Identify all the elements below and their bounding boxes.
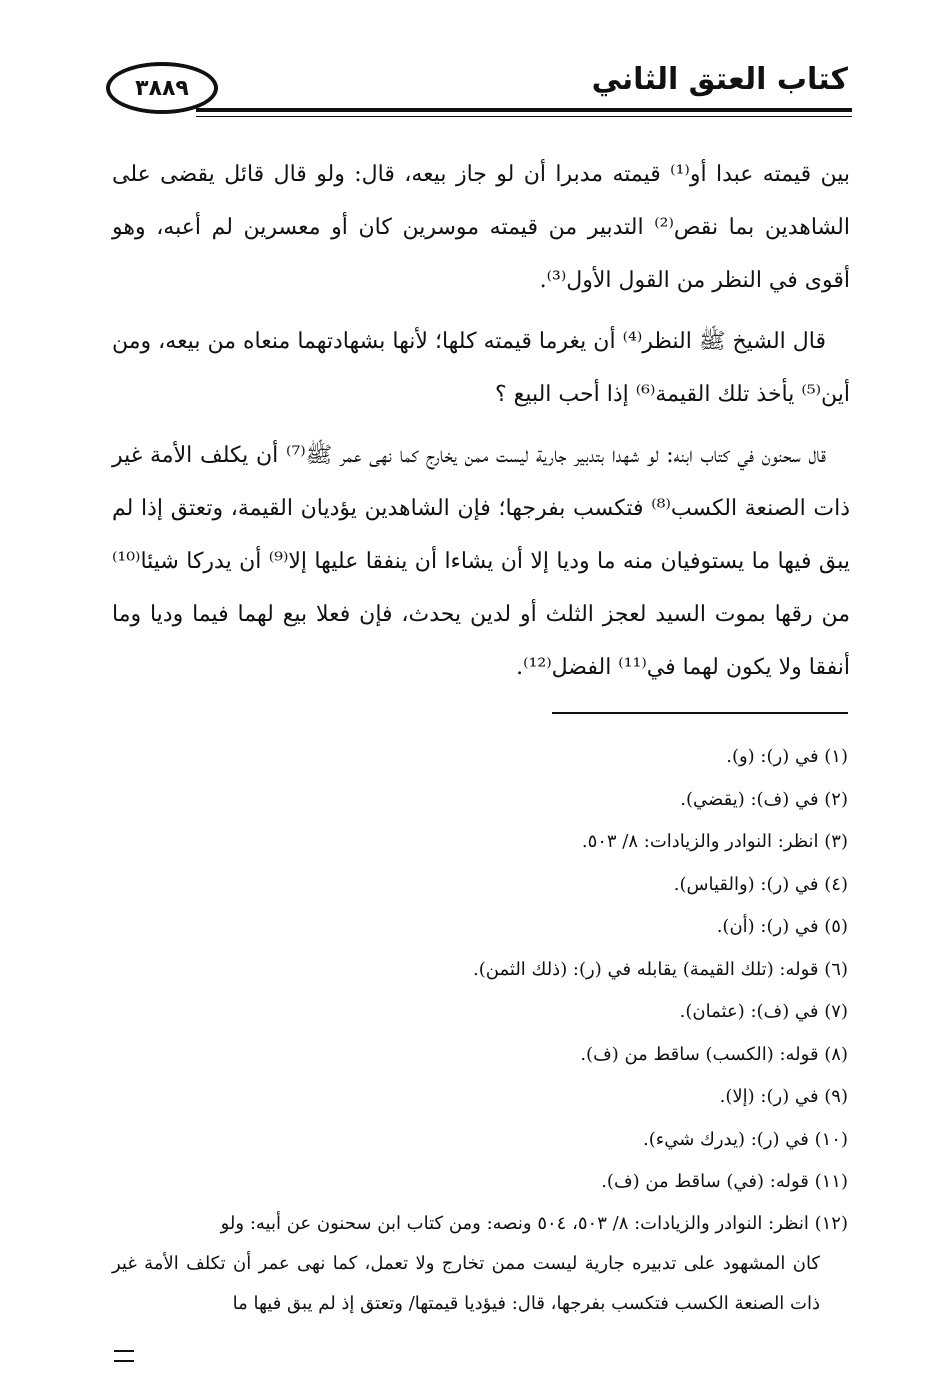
footnote-11: (١١) قوله: (في) ساقط من (ف). xyxy=(601,1171,848,1192)
footnote-4: (٤) في (ر): (والقياس). xyxy=(673,873,848,895)
footnotes xyxy=(112,736,848,1324)
footnote-12-continuation: كان المشهود على تدبيره جارية ليست ممن تخارج ولا تعمل، كما نهى عمر أن تكلف الأمة غير ذات الصنعة الكسب فتكسب بفرجها، قال: فيؤديا قيمتها/ وتعتق إذ لم يبق فيها ما xyxy=(112,1252,820,1314)
paragraph-3: قال سحنون في كتاب ابنه: لو شهدا بتدبير جارية ليست ممن يخارج كما نهى عمر ﷺ⁽⁷⁾ أن يكلف الأمة غير ذات الصنعة الكسب⁽⁸⁾ فتكسب بفرجها؛ فإن الشاهدين يؤديان القيمة، وتعتق إذا لم يبق فيها ما يستوفيان منه ما وديا إلا أن يشاءا أن ينفقا عليها إلا⁽⁹⁾ أن يدركا شيئا⁽¹⁰⁾ من رقها بموت السيد لعجز الثلث أو لدين يحدث، فإن فعلا بيع لهما فيما وديا وما أنفقا ولا يكون لهما في⁽¹¹⁾ الفضل⁽¹²⁾. xyxy=(112,443,850,680)
page-number-badge xyxy=(106,62,218,114)
header-rule-thin xyxy=(196,116,852,117)
footnote-2: (٢) في (ف): (يقضي). xyxy=(680,788,848,810)
running-header-title: كتاب العتق الثاني xyxy=(591,62,848,97)
footnote-12 xyxy=(112,1204,848,1324)
main-text xyxy=(112,148,850,702)
header-rule xyxy=(196,108,852,112)
footnote-12-first-line: (١٢) انظر: النوادر والزيادات: ٨/ ٥٠٣، ٥٠٤ ونصه: ومن كتاب ابن سحنون عن أبيه: ولو xyxy=(220,1212,848,1234)
footnote-10: (١٠) في (ر): (يدرك شيء). xyxy=(643,1128,848,1150)
footnote-9: (٩) في (ر): (إلا). xyxy=(719,1086,848,1107)
footnote-6: (٦) قوله: (تلك القيمة) يقابله في (ر): (ذلك الثمن). xyxy=(473,958,848,980)
footnote-5: (٥) في (ر): (أن). xyxy=(716,916,848,937)
page-number: ٣٨٨٩ xyxy=(135,75,189,101)
paragraph-2: قال الشيخ ﷺ النظر⁽⁴⁾ أن يغرما قيمته كلها؛ لأنها بشهادتهما منعاه من بيعه، ومن أين⁽⁵⁾ يأخذ تلك القيمة⁽⁶⁾ إذا أحب البيع ؟ xyxy=(112,329,850,407)
footnote-3: (٣) انظر: النوادر والزيادات: ٨/ ٥٠٣. xyxy=(581,831,848,852)
footnote-1: (١) في (ر): (و). xyxy=(726,746,848,767)
footnote-8: (٨) قوله: (الكسب) ساقط من (ف). xyxy=(580,1043,848,1065)
continuation-mark xyxy=(114,1350,134,1362)
paragraph-1: بين قيمته عبدا أو⁽¹⁾ قيمته مدبرا أن لو جاز بيعه، قال: ولو قال قائل يقضى على الشاهدين بما نقص⁽²⁾ التدبير من قيمته موسرين كان أو معسرين لم أعبه، وهو أقوى في النظر من القول الأول⁽³⁾. xyxy=(112,162,850,293)
footnote-7: (٧) في (ف): (عثمان). xyxy=(679,1001,848,1022)
